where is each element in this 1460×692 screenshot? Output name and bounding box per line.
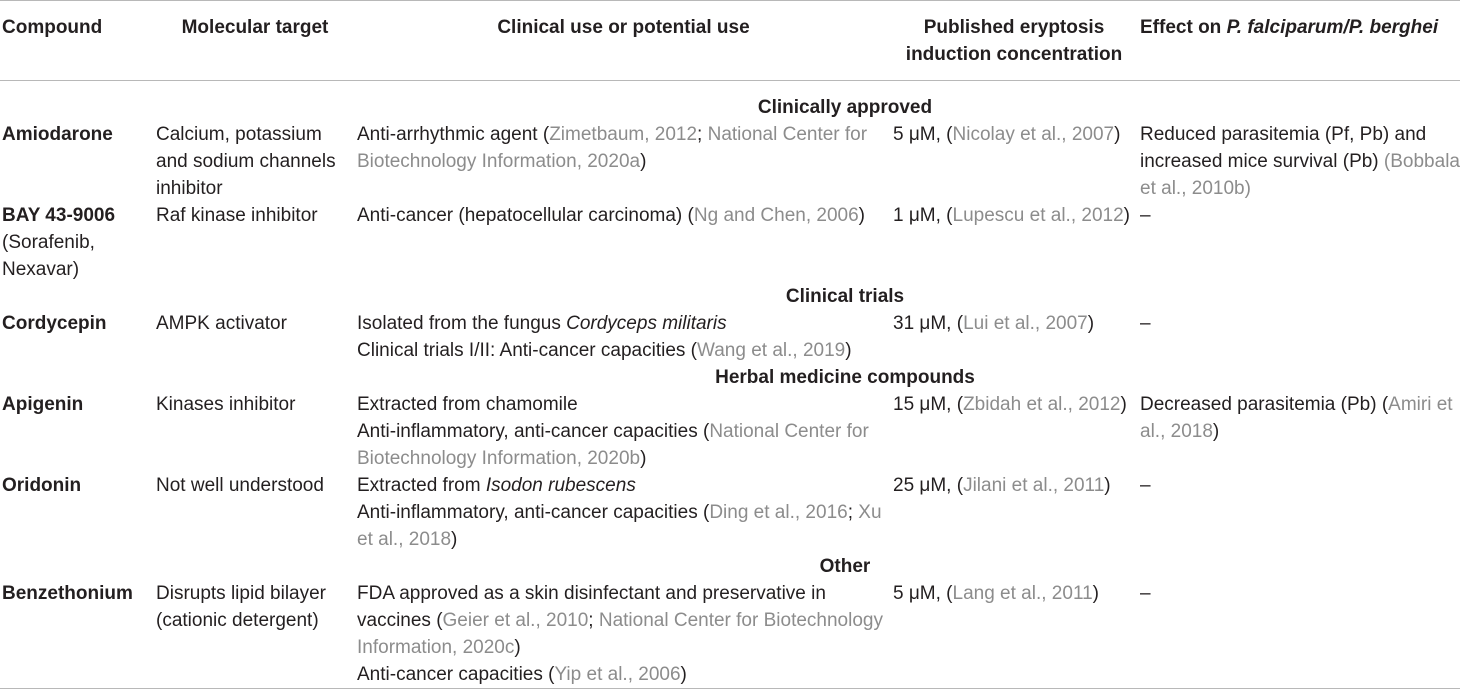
compound-name: Oridonin (2, 475, 82, 496)
eryptosis-concentration: 5 μM, (Lang et al., 2011) (893, 583, 1099, 604)
clinical-use: Anti-arrhythmic agent (Zimetbaum, 2012; National Center for Biotechnology Information, 2020a) (357, 124, 868, 172)
table-row (0, 391, 1460, 472)
citation: Zbidah et al., 2012 (963, 394, 1121, 415)
citation: Amiri et al., 2018 (1140, 394, 1453, 442)
citation: Zimetbaum, 2012 (549, 124, 698, 145)
header-target: Molecular target (154, 1, 356, 81)
citation: Nicolay et al., 2007 (952, 124, 1115, 145)
section-row (0, 81, 1460, 122)
compound-name: Benzethonium (2, 583, 133, 604)
eryptosis-concentration: 15 μM, (Zbidah et al., 2012) (893, 394, 1127, 415)
molecular-target: Raf kinase inhibitor (156, 205, 318, 226)
section-title: Other (819, 556, 871, 577)
clinical-use: FDA approved as a skin disinfectant and preservative in vaccines (Geier et al., 2010; National Center for Biotechnology Information, 2020c) Anti-cancer capacities (Yip et al., 2006) (357, 583, 883, 685)
molecular-target: Not well understood (156, 475, 324, 496)
table-row (0, 202, 1460, 283)
citation: Geier et al., 2010 (442, 610, 589, 631)
parasite-effect: – (1140, 583, 1151, 604)
table-row (0, 472, 1460, 553)
section-row (0, 283, 1460, 310)
citation: National Center for Biotechnology Information, 2020a (357, 124, 868, 172)
compound-name: Cordycepin (2, 313, 107, 334)
eryptosis-concentration: 5 μM, (Nicolay et al., 2007) (893, 124, 1121, 145)
section-row (0, 364, 1460, 391)
eryptosis-concentration: 25 μM, (Jilani et al., 2011) (893, 475, 1111, 496)
header-concentration: Published eryptosis induction concentration (891, 1, 1137, 81)
clinical-use: Extracted from Isodon rubescens Anti-inflammatory, anti-cancer capacities (Ding et al., 2016; Xu et al., 2018) (357, 475, 882, 550)
citation: Xu et al., 2018 (357, 502, 882, 550)
citation: Yip et al., 2006 (554, 664, 681, 685)
header-row (0, 1, 1460, 81)
citation: Lupescu et al., 2012 (952, 205, 1124, 226)
parasite-effect: Decreased parasitemia (Pb) (Amiri et al., 2018) (1140, 394, 1453, 442)
eryptosis-concentration: 31 μM, (Lui et al., 2007) (893, 313, 1095, 334)
citation: National Center for Biotechnology Information, 2020b (357, 421, 869, 469)
parasite-effect: – (1140, 475, 1151, 496)
eryptosis-concentration: 1 μM, (Lupescu et al., 2012) (893, 205, 1130, 226)
table-row (0, 121, 1460, 202)
molecular-target: Disrupts lipid bilayer (cationic detergent) (156, 583, 327, 631)
molecular-target: Kinases inhibitor (156, 394, 296, 415)
citation: Jilani et al., 2011 (963, 475, 1105, 496)
section-row (0, 553, 1460, 580)
citation: Ding et al., 2016 (709, 502, 848, 523)
table-row (0, 580, 1460, 689)
section-title: Clinical trials (785, 286, 905, 307)
citation: Lui et al., 2007 (963, 313, 1088, 334)
citation: (Bobbala et al., 2010b) (1140, 151, 1460, 199)
table-row (0, 310, 1460, 364)
header-compound: Compound (0, 1, 154, 81)
citation: Wang et al., 2019 (697, 340, 846, 361)
parasite-effect: – (1140, 313, 1151, 334)
molecular-target: Calcium, potassium and sodium channels inhibitor (156, 124, 336, 199)
compound-name: Apigenin (2, 394, 84, 415)
clinical-use: Extracted from chamomile Anti-inflammatory, anti-cancer capacities (National Center for Biotechnology Information, 2020b) (357, 394, 869, 469)
citation: Lang et al., 2011 (952, 583, 1093, 604)
header-use: Clinical use or potential use (356, 1, 891, 81)
clinical-use: Isolated from the fungus Cordyceps militaris Clinical trials I/II: Anti-cancer capacities (Wang et al., 2019) (357, 313, 852, 361)
citation: National Center for Biotechnology Information, 2020c (357, 610, 883, 658)
section-title: Clinically approved (757, 97, 933, 118)
parasite-effect: Reduced parasitemia (Pf, Pb) and increased mice survival (Pb) (Bobbala et al., 2010b) (1140, 124, 1460, 199)
parasite-effect: – (1140, 205, 1151, 226)
compound-name: Amiodarone (2, 124, 113, 145)
clinical-use: Anti-cancer (hepatocellular carcinoma) (Ng and Chen, 2006) (357, 205, 865, 226)
molecular-target: AMPK activator (156, 313, 287, 334)
header-effect: Effect on P. falciparum/P. berghei (1137, 1, 1460, 81)
compound-name: BAY 43-9006 (Sorafenib, Nexavar) (2, 205, 116, 280)
citation: Ng and Chen, 2006 (693, 205, 859, 226)
compound-synonyms: (Sorafenib, Nexavar) (2, 232, 95, 280)
section-title: Herbal medicine compounds (715, 367, 975, 388)
